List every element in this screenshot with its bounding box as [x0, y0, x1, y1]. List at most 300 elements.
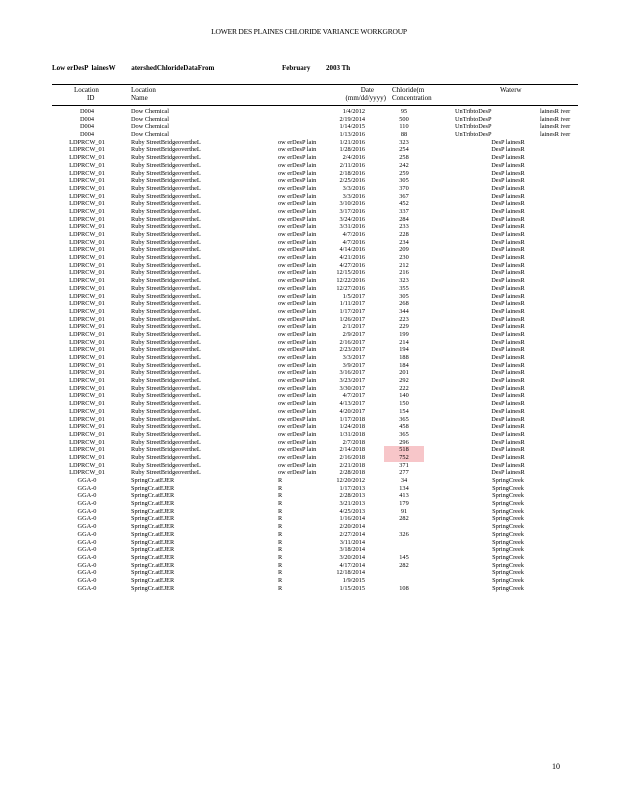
- cell-location-name: SpringCr.atEJER: [131, 546, 175, 554]
- cell-chloride: 216: [399, 269, 409, 277]
- cell-waterway: SpringCreek: [492, 523, 524, 531]
- cell-chloride: 228: [399, 231, 409, 238]
- cell-date: 1/4/2012: [342, 108, 365, 115]
- cell-date: 12/15/2016: [336, 269, 365, 277]
- cell-location-name: Ruby StreetBridgeovertheL: [131, 392, 201, 400]
- cell-location-name: SpringCr.atEJER: [131, 500, 175, 508]
- cell-location-name: Ruby StreetBridgeovertheL: [131, 453, 201, 461]
- cell-chloride: 233: [399, 223, 409, 231]
- cell-waterway: DesP lainesR: [491, 292, 525, 300]
- col-header-date: [336, 87, 386, 102]
- cell-chloride: 305: [399, 177, 409, 185]
- cell-waterway: SpringCreek: [492, 561, 524, 569]
- cell-date: 1/24/2018: [339, 423, 365, 431]
- cell-waterway: DesP lainesR: [491, 369, 525, 377]
- cell-location-name-cont: R: [278, 484, 283, 492]
- cell-date: 2/25/2016: [339, 177, 365, 185]
- cell-chloride: 323: [399, 277, 409, 285]
- table-subtitle-month: February: [282, 64, 311, 72]
- cell-date: 2/28/2018: [339, 469, 365, 477]
- cell-location-name: SpringCr.atEJER: [131, 530, 175, 538]
- cell-chloride: 254: [399, 146, 409, 154]
- cell-location-name-cont: ow erDesP lain: [278, 192, 317, 200]
- cell-location-name-cont: ow erDesP lain: [278, 154, 317, 162]
- cell-chloride: 242: [399, 161, 409, 169]
- cell-date: 3/10/2016: [339, 200, 365, 208]
- cell-date: 12/27/2016: [336, 284, 365, 292]
- cell-location-id: LDPRCW_01: [69, 338, 105, 346]
- cell-location-name-cont: ow erDesP lain: [278, 361, 317, 369]
- cell-location-name-cont: ow erDesP lain: [278, 438, 317, 446]
- cell-location-name-cont: R: [278, 515, 283, 523]
- cell-chloride: 194: [399, 346, 409, 354]
- table-row: [0, 269, 618, 277]
- table-row: [0, 339, 618, 347]
- cell-location-id: LDPRCW_01: [69, 377, 105, 385]
- col-header-chloride-line1: Chloride(m: [392, 86, 425, 94]
- table-row: [0, 331, 618, 339]
- cell-location-id: LDPRCW_01: [69, 223, 105, 231]
- cell-waterway: DesP lainesR: [491, 377, 525, 385]
- cell-date: 4/20/2017: [339, 407, 365, 415]
- table-row: [0, 146, 618, 154]
- cell-waterway: DesP lainesR: [491, 169, 525, 177]
- cell-location-id: GGA-0: [77, 546, 97, 554]
- cell-chloride: 371: [399, 461, 409, 469]
- cell-location-name-cont: ow erDesP lain: [278, 338, 317, 346]
- table-row: [0, 539, 618, 547]
- cell-date: 12/20/2012: [336, 477, 365, 484]
- cell-location-id: GGA-0: [77, 530, 97, 538]
- cell-location-name-cont: R: [278, 569, 283, 577]
- table-row: [0, 554, 618, 562]
- cell-location-name-cont: ow erDesP lain: [278, 400, 317, 408]
- cell-chloride: 500: [399, 115, 409, 123]
- cell-location-name: Ruby StreetBridgeovertheL: [131, 346, 201, 354]
- table-body: [0, 108, 618, 592]
- cell-location-name: Ruby StreetBridgeovertheL: [131, 284, 201, 292]
- cell-location-name: Ruby StreetBridgeovertheL: [131, 361, 201, 369]
- table-row: [0, 208, 618, 216]
- table-row: [0, 423, 618, 431]
- cell-location-name-cont: R: [278, 492, 283, 500]
- cell-waterway: SpringCreek: [492, 484, 524, 492]
- cell-location-id: LDPRCW_01: [69, 300, 105, 308]
- cell-date: 3/30/2017: [339, 384, 365, 392]
- cell-location-name-cont: ow erDesP lain: [278, 354, 317, 361]
- cell-date: 2/7/2018: [342, 438, 365, 446]
- cell-date: 2/20/2014: [339, 523, 365, 531]
- cell-chloride: 370: [399, 184, 409, 192]
- table-row: [0, 170, 618, 178]
- cell-waterway: DesP lainesR: [491, 307, 525, 315]
- table-row: [0, 485, 618, 493]
- cell-location-name: Ruby StreetBridgeovertheL: [131, 423, 201, 431]
- col-header-chloride: [392, 87, 432, 102]
- table-row: [0, 277, 618, 285]
- cell-location-name-cont: ow erDesP lain: [278, 415, 317, 423]
- cell-waterway-cont: lainesR iver: [540, 115, 571, 123]
- cell-chloride: 305: [399, 292, 409, 300]
- table-row: [0, 308, 618, 316]
- cell-location-name: Ruby StreetBridgeovertheL: [131, 146, 201, 154]
- cell-chloride: 154: [399, 407, 409, 415]
- cell-date: 1/13/2016: [339, 131, 365, 139]
- table-row: [0, 469, 618, 477]
- cell-waterway: DesP lainesR: [491, 192, 525, 200]
- cell-location-name-cont: ow erDesP lain: [278, 307, 317, 315]
- cell-location-id: LDPRCW_01: [69, 369, 105, 377]
- cell-waterway: SpringCreek: [492, 576, 524, 584]
- cell-location-id: LDPRCW_01: [69, 169, 105, 177]
- cell-date: 4/7/2016: [342, 238, 365, 246]
- cell-date: 3/20/2014: [339, 553, 365, 561]
- cell-location-name-cont: ow erDesP lain: [278, 430, 317, 438]
- cell-chloride: 229: [399, 323, 409, 331]
- cell-waterway: DesP lainesR: [491, 330, 525, 338]
- cell-waterway: DesP lainesR: [491, 200, 525, 208]
- cell-chloride: 518: [384, 446, 424, 454]
- cell-location-name: Ruby StreetBridgeovertheL: [131, 384, 201, 392]
- cell-date: 4/13/2017: [339, 400, 365, 408]
- cell-waterway: DesP lainesR: [491, 177, 525, 185]
- cell-date: 1/16/2014: [339, 515, 365, 523]
- table-row: [0, 193, 618, 201]
- cell-chloride: 326: [399, 530, 409, 538]
- cell-location-id: D004: [80, 131, 94, 139]
- cell-location-name: Ruby StreetBridgeovertheL: [131, 231, 201, 238]
- table-row: [0, 446, 618, 454]
- cell-location-id: LDPRCW_01: [69, 323, 105, 331]
- cell-location-id: LDPRCW_01: [69, 330, 105, 338]
- cell-waterway: DesP lainesR: [491, 392, 525, 400]
- cell-waterway: SpringCreek: [492, 530, 524, 538]
- cell-location-name: Ruby StreetBridgeovertheL: [131, 238, 201, 246]
- cell-chloride: 458: [399, 423, 409, 431]
- table-row: [0, 577, 618, 585]
- cell-waterway: DesP lainesR: [491, 161, 525, 169]
- cell-waterway: DesP lainesR: [491, 277, 525, 285]
- cell-waterway: SpringCreek: [492, 546, 524, 554]
- cell-location-name-cont: ow erDesP lain: [278, 407, 317, 415]
- cell-location-name-cont: ow erDesP lain: [278, 207, 317, 215]
- col-header-location-name-line1: Location: [131, 86, 156, 94]
- cell-location-id: GGA-0: [77, 477, 97, 484]
- cell-location-id: GGA-0: [77, 576, 97, 584]
- cell-chloride: 145: [399, 553, 409, 561]
- cell-chloride: 188: [399, 354, 409, 361]
- cell-location-name-cont: ow erDesP lain: [278, 469, 317, 477]
- cell-date: 2/16/2018: [339, 453, 365, 461]
- cell-location-id: LDPRCW_01: [69, 446, 105, 454]
- cell-date: 1/17/2018: [339, 415, 365, 423]
- cell-location-name: Ruby StreetBridgeovertheL: [131, 330, 201, 338]
- cell-waterway: DesP lainesR: [491, 338, 525, 346]
- cell-location-id: LDPRCW_01: [69, 354, 105, 361]
- cell-location-id: D004: [80, 115, 94, 123]
- cell-location-name-cont: ow erDesP lain: [278, 346, 317, 354]
- cell-location-name: SpringCr.atEJER: [131, 538, 175, 546]
- cell-location-id: GGA-0: [77, 538, 97, 546]
- table-row: [0, 154, 618, 162]
- cell-waterway: DesP lainesR: [491, 423, 525, 431]
- cell-location-name: Dow Chemical: [131, 108, 169, 115]
- cell-location-name: Dow Chemical: [131, 115, 169, 123]
- cell-location-name: Ruby StreetBridgeovertheL: [131, 161, 201, 169]
- cell-chloride: 108: [399, 584, 409, 592]
- cell-chloride: 292: [399, 377, 409, 385]
- table-row: [0, 216, 618, 224]
- cell-chloride: 199: [399, 330, 409, 338]
- page-number: 10: [552, 762, 560, 771]
- cell-chloride: 367: [399, 192, 409, 200]
- cell-location-id: LDPRCW_01: [69, 246, 105, 254]
- cell-location-id: LDPRCW_01: [69, 215, 105, 223]
- cell-date: 2/11/2016: [339, 161, 365, 169]
- cell-location-name-cont: R: [278, 538, 283, 546]
- cell-date: 2/4/2016: [342, 154, 365, 162]
- cell-waterway-cont: lainesR iver: [540, 131, 571, 139]
- cell-location-id: LDPRCW_01: [69, 407, 105, 415]
- cell-date: 4/7/2017: [342, 392, 365, 400]
- cell-chloride: 365: [399, 430, 409, 438]
- cell-location-id: LDPRCW_01: [69, 177, 105, 185]
- cell-location-id: LDPRCW_01: [69, 307, 105, 315]
- cell-location-id: LDPRCW_01: [69, 430, 105, 438]
- cell-chloride: 140: [399, 392, 409, 400]
- document-title: LOWER DES PLAINES CHLORIDE VARIANCE WORKGROUP: [211, 27, 407, 36]
- table-top-rule: [52, 84, 578, 85]
- cell-location-name: Ruby StreetBridgeovertheL: [131, 292, 201, 300]
- cell-location-name: SpringCr.atEJER: [131, 477, 175, 484]
- cell-location-name: Ruby StreetBridgeovertheL: [131, 354, 201, 361]
- table-row: [0, 462, 618, 470]
- cell-location-name: SpringCr.atEJER: [131, 561, 175, 569]
- cell-location-name: Ruby StreetBridgeovertheL: [131, 169, 201, 177]
- cell-location-name: Ruby StreetBridgeovertheL: [131, 184, 201, 192]
- cell-waterway: DesP lainesR: [491, 261, 525, 269]
- cell-chloride: 268: [399, 300, 409, 308]
- cell-location-id: LDPRCW_01: [69, 154, 105, 162]
- cell-date: 1/9/2015: [342, 576, 365, 584]
- cell-location-name-cont: ow erDesP lain: [278, 215, 317, 223]
- table-row: [0, 200, 618, 208]
- table-subtitle: Low erDesP lainesW atershedChlorideDataFrom: [52, 64, 215, 72]
- table-row: [0, 569, 618, 577]
- cell-date: 2/19/2014: [339, 115, 365, 123]
- cell-date: 4/7/2016: [342, 231, 365, 238]
- table-row: [0, 508, 618, 516]
- cell-chloride: 134: [399, 484, 409, 492]
- table-row: [0, 408, 618, 416]
- table-row: [0, 523, 618, 531]
- cell-date: 2/9/2017: [342, 330, 365, 338]
- cell-location-name-cont: R: [278, 561, 283, 569]
- cell-location-name: Ruby StreetBridgeovertheL: [131, 400, 201, 408]
- table-row: [0, 562, 618, 570]
- cell-waterway: DesP lainesR: [491, 430, 525, 438]
- cell-location-name-cont: R: [278, 584, 283, 592]
- table-row: [0, 546, 618, 554]
- table-row: [0, 439, 618, 447]
- cell-waterway: DesP lainesR: [491, 407, 525, 415]
- table-row: [0, 316, 618, 324]
- col-header-chloride-line2: Concentration: [392, 93, 432, 102]
- cell-location-name-cont: ow erDesP lain: [278, 292, 317, 300]
- cell-location-name-cont: ow erDesP lain: [278, 315, 317, 323]
- cell-date: 3/23/2017: [339, 377, 365, 385]
- cell-location-name: SpringCr.atEJER: [131, 484, 175, 492]
- cell-location-id: LDPRCW_01: [69, 346, 105, 354]
- cell-date: 4/21/2016: [339, 254, 365, 262]
- cell-location-name-cont: R: [278, 546, 283, 554]
- cell-chloride: 230: [399, 254, 409, 262]
- col-header-location-id: [74, 87, 99, 102]
- cell-location-name: Ruby StreetBridgeovertheL: [131, 138, 201, 146]
- cell-location-name: Ruby StreetBridgeovertheL: [131, 469, 201, 477]
- cell-waterway: DesP lainesR: [491, 354, 525, 361]
- table-subtitle-year: 2003 Th: [326, 64, 351, 72]
- cell-location-name-cont: ow erDesP lain: [278, 377, 317, 385]
- cell-date: 1/31/2018: [339, 430, 365, 438]
- cell-chloride: 34: [400, 477, 408, 484]
- cell-date: 3/3/2016: [342, 184, 365, 192]
- cell-location-id: GGA-0: [77, 500, 97, 508]
- cell-location-name: Ruby StreetBridgeovertheL: [131, 438, 201, 446]
- cell-waterway: DesP lainesR: [491, 246, 525, 254]
- cell-location-name-cont: ow erDesP lain: [278, 461, 317, 469]
- col-header-location-name-line2: Name: [131, 93, 148, 102]
- cell-date: 4/14/2016: [339, 246, 365, 254]
- table-row: [0, 377, 618, 385]
- cell-location-id: LDPRCW_01: [69, 423, 105, 431]
- cell-location-name-cont: R: [278, 477, 283, 484]
- cell-location-name-cont: ow erDesP lain: [278, 300, 317, 308]
- cell-chloride: 222: [399, 384, 409, 392]
- cell-date: 3/31/2016: [339, 223, 365, 231]
- cell-location-name: Ruby StreetBridgeovertheL: [131, 377, 201, 385]
- cell-chloride: 365: [399, 415, 409, 423]
- table-row: [0, 108, 618, 116]
- cell-location-name-cont: ow erDesP lain: [278, 177, 317, 185]
- cell-date: 2/27/2014: [339, 530, 365, 538]
- cell-location-id: LDPRCW_01: [69, 415, 105, 423]
- cell-location-name: Ruby StreetBridgeovertheL: [131, 415, 201, 423]
- cell-location-name: Ruby StreetBridgeovertheL: [131, 323, 201, 331]
- col-header-location-name: [131, 87, 156, 102]
- table-row: [0, 246, 618, 254]
- cell-waterway: SpringCreek: [492, 553, 524, 561]
- cell-waterway: DesP lainesR: [491, 138, 525, 146]
- cell-location-id: LDPRCW_01: [69, 438, 105, 446]
- cell-location-name: SpringCr.atEJER: [131, 515, 175, 523]
- cell-waterway: SpringCreek: [492, 515, 524, 523]
- cell-location-name-cont: ow erDesP lain: [278, 138, 317, 146]
- cell-chloride: 752: [384, 454, 424, 462]
- cell-location-id: LDPRCW_01: [69, 254, 105, 262]
- cell-chloride: 201: [399, 369, 409, 377]
- cell-chloride: 184: [399, 361, 409, 369]
- cell-date: 1/11/2017: [339, 300, 365, 308]
- table-row: [0, 131, 618, 139]
- cell-chloride: 258: [399, 154, 409, 162]
- cell-location-id: GGA-0: [77, 569, 97, 577]
- cell-location-name: Ruby StreetBridgeovertheL: [131, 430, 201, 438]
- cell-date: 12/18/2014: [336, 569, 365, 577]
- cell-waterway: DesP lainesR: [491, 323, 525, 331]
- cell-location-name: SpringCr.atEJER: [131, 576, 175, 584]
- cell-date: 2/28/2013: [339, 492, 365, 500]
- col-header-date-line1: Date: [360, 86, 374, 94]
- cell-location-id: LDPRCW_01: [69, 238, 105, 246]
- cell-waterway: UnTribtoDesP: [455, 131, 492, 139]
- cell-date: 1/21/2016: [339, 138, 365, 146]
- table-row: [0, 431, 618, 439]
- cell-date: 1/26/2017: [339, 315, 365, 323]
- cell-location-name: Ruby StreetBridgeovertheL: [131, 154, 201, 162]
- cell-waterway: SpringCreek: [492, 507, 524, 515]
- cell-location-id: LDPRCW_01: [69, 292, 105, 300]
- cell-chloride: 259: [399, 169, 409, 177]
- cell-location-name: Ruby StreetBridgeovertheL: [131, 177, 201, 185]
- cell-location-id: LDPRCW_01: [69, 392, 105, 400]
- cell-date: 12/22/2016: [336, 277, 365, 285]
- table-row: [0, 500, 618, 508]
- cell-location-id: LDPRCW_01: [69, 269, 105, 277]
- cell-chloride: 234: [399, 238, 409, 246]
- cell-chloride: 209: [399, 246, 409, 254]
- cell-chloride: 413: [399, 492, 409, 500]
- cell-location-name: Ruby StreetBridgeovertheL: [131, 369, 201, 377]
- cell-location-id: LDPRCW_01: [69, 231, 105, 238]
- table-row: [0, 123, 618, 131]
- cell-waterway: DesP lainesR: [491, 346, 525, 354]
- cell-location-name-cont: R: [278, 500, 283, 508]
- cell-location-name: Ruby StreetBridgeovertheL: [131, 338, 201, 346]
- table-row: [0, 531, 618, 539]
- table-row: [0, 162, 618, 170]
- cell-waterway-cont: lainesR iver: [540, 108, 571, 115]
- cell-waterway: DesP lainesR: [491, 400, 525, 408]
- table-row: [0, 285, 618, 293]
- cell-location-id: GGA-0: [77, 523, 97, 531]
- table-row: [0, 116, 618, 124]
- cell-location-name-cont: ow erDesP lain: [278, 323, 317, 331]
- cell-waterway: DesP lainesR: [491, 269, 525, 277]
- cell-date: 1/17/2017: [339, 307, 365, 315]
- cell-date: 2/1/2017: [342, 323, 365, 331]
- table-row: [0, 385, 618, 393]
- cell-location-name: Ruby StreetBridgeovertheL: [131, 246, 201, 254]
- cell-waterway: DesP lainesR: [491, 438, 525, 446]
- cell-location-name-cont: ow erDesP lain: [278, 446, 317, 454]
- cell-location-name-cont: ow erDesP lain: [278, 284, 317, 292]
- cell-chloride: 88: [400, 131, 408, 139]
- table-row: [0, 400, 618, 408]
- cell-location-id: LDPRCW_01: [69, 461, 105, 469]
- cell-location-name-cont: ow erDesP lain: [278, 184, 317, 192]
- cell-location-id: LDPRCW_01: [69, 192, 105, 200]
- cell-location-name-cont: ow erDesP lain: [278, 261, 317, 269]
- cell-chloride: 150: [399, 400, 409, 408]
- cell-location-id: LDPRCW_01: [69, 261, 105, 269]
- cell-location-id: LDPRCW_01: [69, 400, 105, 408]
- cell-waterway: UnTribtoDesP: [455, 108, 492, 115]
- cell-waterway: DesP lainesR: [491, 207, 525, 215]
- cell-location-id: GGA-0: [77, 584, 97, 592]
- cell-location-id: LDPRCW_01: [69, 284, 105, 292]
- cell-location-id: LDPRCW_01: [69, 200, 105, 208]
